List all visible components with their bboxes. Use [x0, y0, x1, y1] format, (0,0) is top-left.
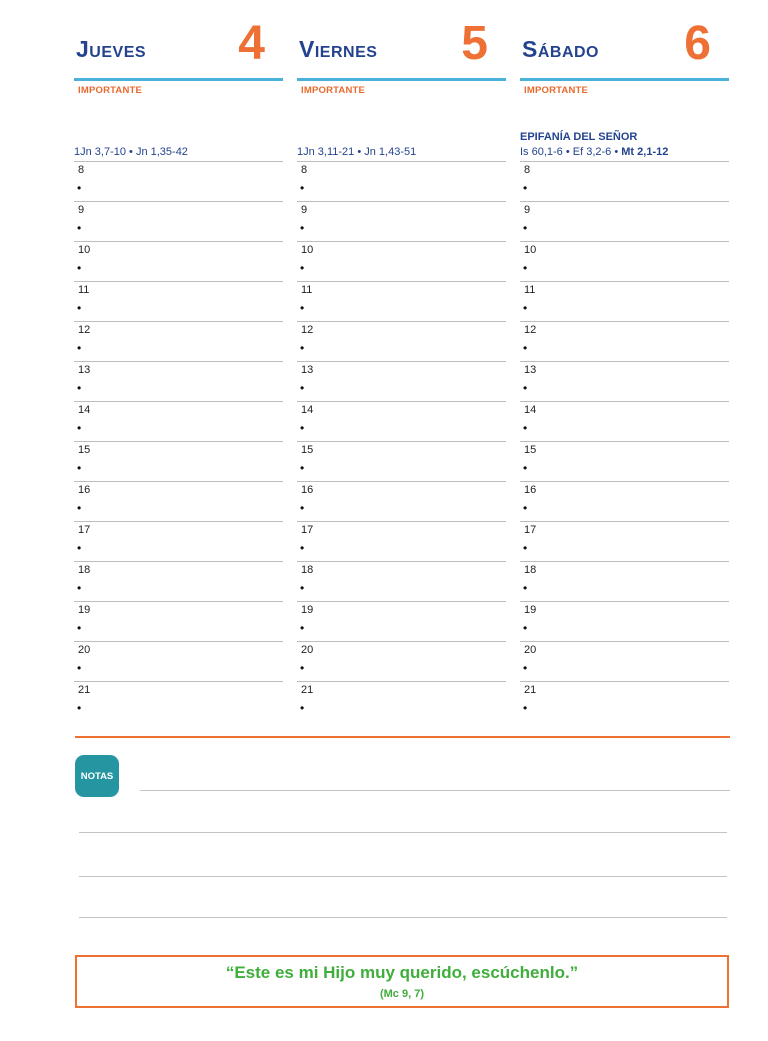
bullet-icon: •	[523, 221, 528, 235]
bullet-icon: •	[300, 181, 305, 195]
bullet-icon: •	[77, 541, 82, 555]
hour-slot[interactable]	[74, 521, 283, 561]
hour-label: 12	[78, 324, 91, 336]
bullet-icon: •	[523, 541, 528, 555]
hour-slot[interactable]	[520, 601, 729, 641]
bullet-icon: •	[300, 501, 305, 515]
hour-label: 10	[524, 244, 537, 256]
day-number: 6	[684, 17, 711, 70]
hour-label: 16	[301, 484, 314, 496]
hour-slot[interactable]	[520, 361, 729, 401]
hour-label: 17	[524, 524, 537, 536]
hour-slot[interactable]	[297, 201, 506, 241]
hour-label: 13	[301, 364, 314, 376]
bible-quote-box	[75, 955, 729, 1008]
bullet-icon: •	[300, 421, 305, 435]
hour-label: 9	[301, 204, 308, 216]
bullet-icon: •	[300, 301, 305, 315]
hour-slot[interactable]	[520, 641, 729, 681]
hour-slot[interactable]	[520, 241, 729, 281]
note-line[interactable]	[79, 917, 727, 918]
hour-slot[interactable]	[74, 561, 283, 601]
bullet-icon: •	[300, 701, 305, 715]
bullet-icon: •	[300, 221, 305, 235]
hour-slot[interactable]	[520, 481, 729, 521]
note-line[interactable]	[79, 832, 727, 833]
hour-slot[interactable]	[297, 321, 506, 361]
hour-slot[interactable]	[520, 561, 729, 601]
hour-label: 10	[78, 244, 91, 256]
hour-slot[interactable]	[297, 561, 506, 601]
hour-slot[interactable]	[74, 161, 283, 201]
hour-slot[interactable]	[520, 281, 729, 321]
section-divider	[75, 736, 730, 738]
hour-slot[interactable]	[297, 441, 506, 481]
hour-slot[interactable]	[297, 481, 506, 521]
hour-list	[74, 161, 283, 721]
hour-slot[interactable]	[520, 201, 729, 241]
bullet-icon: •	[523, 621, 528, 635]
hour-label: 14	[78, 404, 91, 416]
day-column-friday	[297, 0, 506, 715]
hour-slot[interactable]	[297, 401, 506, 441]
hour-slot[interactable]	[74, 321, 283, 361]
bullet-icon: •	[523, 261, 528, 275]
hour-slot[interactable]	[520, 401, 729, 441]
hour-slot[interactable]	[74, 361, 283, 401]
bullet-icon: •	[300, 541, 305, 555]
day-header	[520, 0, 729, 81]
hour-label: 16	[524, 484, 537, 496]
hour-label: 11	[301, 284, 313, 296]
hour-slot[interactable]	[520, 321, 729, 361]
bullet-icon: •	[77, 621, 82, 635]
hour-slot[interactable]	[297, 641, 506, 681]
bullet-icon: •	[300, 661, 305, 675]
hour-slot[interactable]	[74, 281, 283, 321]
hour-label: 15	[301, 444, 314, 456]
hour-slot[interactable]	[297, 681, 506, 721]
hour-label: 15	[78, 444, 91, 456]
day-number: 4	[238, 17, 265, 70]
hour-label: 14	[301, 404, 314, 416]
hour-label: 12	[301, 324, 314, 336]
hour-label: 11	[78, 284, 90, 296]
hour-label: 9	[78, 204, 85, 216]
bullet-icon: •	[523, 181, 528, 195]
hour-label: 18	[301, 564, 314, 576]
bullet-icon: •	[300, 341, 305, 355]
bullet-icon: •	[77, 501, 82, 515]
bullet-icon: •	[77, 221, 82, 235]
hour-label: 11	[524, 284, 536, 296]
bullet-icon: •	[77, 661, 82, 675]
bullet-icon: •	[523, 661, 528, 675]
hour-label: 8	[78, 164, 85, 176]
important-label: IMPORTANTE	[301, 85, 366, 96]
hour-slot[interactable]	[297, 281, 506, 321]
hour-slot[interactable]	[297, 241, 506, 281]
bullet-icon: •	[523, 701, 528, 715]
hour-label: 21	[78, 684, 91, 696]
hour-slot[interactable]	[297, 361, 506, 401]
hour-slot[interactable]	[74, 681, 283, 721]
hour-label: 20	[524, 644, 537, 656]
hour-slot[interactable]	[520, 681, 729, 721]
hour-label: 8	[301, 164, 308, 176]
bullet-icon: •	[77, 381, 82, 395]
bullet-icon: •	[523, 421, 528, 435]
day-name: Jueves	[76, 36, 147, 62]
hour-label: 18	[524, 564, 537, 576]
hour-label: 17	[301, 524, 314, 536]
readings-text: 1Jn 3,11-21 • Jn 1,43-51	[297, 146, 417, 158]
bullet-icon: •	[523, 461, 528, 475]
quote-reference: (Mc 9, 7)	[379, 988, 424, 1000]
day-name: Sábado	[522, 36, 600, 62]
hour-label: 20	[78, 644, 91, 656]
day-header	[74, 0, 283, 81]
hour-label: 21	[301, 684, 314, 696]
bullet-icon: •	[523, 341, 528, 355]
hour-label: 13	[524, 364, 537, 376]
hour-list	[520, 161, 729, 721]
important-label: IMPORTANTE	[524, 85, 589, 96]
hour-label: 9	[524, 204, 531, 216]
readings-gospel: Mt 2,1-12	[621, 146, 669, 158]
hour-label: 16	[78, 484, 91, 496]
hour-label: 17	[78, 524, 91, 536]
hour-list	[297, 161, 506, 721]
bullet-icon: •	[523, 501, 528, 515]
hour-slot[interactable]	[297, 161, 506, 201]
bullet-icon: •	[77, 581, 82, 595]
day-column-thursday	[74, 0, 283, 715]
day-column-saturday	[520, 0, 729, 715]
hour-slot[interactable]	[520, 441, 729, 481]
note-line[interactable]	[79, 876, 727, 877]
feast-title: EPIFANÍA DEL SEÑOR	[520, 131, 638, 143]
readings-text: 1Jn 3,7-10 • Jn 1,35-42	[74, 146, 188, 158]
hour-slot[interactable]	[74, 241, 283, 281]
hour-label: 21	[524, 684, 537, 696]
note-line[interactable]	[140, 790, 730, 791]
bullet-icon: •	[300, 381, 305, 395]
day-header	[297, 0, 506, 81]
day-name: Viernes	[299, 36, 378, 62]
bullet-icon: •	[77, 261, 82, 275]
bullet-icon: •	[300, 621, 305, 635]
day-number: 5	[461, 17, 488, 70]
daily-readings	[297, 146, 416, 158]
hour-label: 20	[301, 644, 314, 656]
bullet-icon: •	[523, 581, 528, 595]
hour-label: 19	[78, 604, 91, 616]
hour-label: 13	[78, 364, 91, 376]
bullet-icon: •	[77, 181, 82, 195]
hour-label: 19	[301, 604, 314, 616]
daily-readings	[74, 146, 188, 158]
daily-readings	[520, 146, 668, 158]
bullet-icon: •	[523, 301, 528, 315]
bullet-icon: •	[77, 341, 82, 355]
hour-slot[interactable]	[74, 601, 283, 641]
hour-slot[interactable]	[520, 161, 729, 201]
hour-slot[interactable]	[74, 441, 283, 481]
important-label: IMPORTANTE	[78, 85, 143, 96]
hour-label: 8	[524, 164, 531, 176]
notes-badge: NOTAS	[75, 755, 119, 797]
bullet-icon: •	[300, 581, 305, 595]
bullet-icon: •	[523, 381, 528, 395]
hour-label: 19	[524, 604, 537, 616]
readings-text: Is 60,1-6 • Ef 3,2-6 •	[520, 146, 622, 158]
bullet-icon: •	[77, 301, 82, 315]
hour-slot[interactable]	[74, 481, 283, 521]
hour-label: 15	[524, 444, 537, 456]
bullet-icon: •	[77, 461, 82, 475]
hour-label: 10	[301, 244, 314, 256]
hour-slot[interactable]	[74, 401, 283, 441]
hour-label: 18	[78, 564, 91, 576]
quote-text: “Este es mi Hijo muy querido, escúchenlo.”	[225, 963, 579, 982]
hour-label: 14	[524, 404, 537, 416]
bullet-icon: •	[77, 701, 82, 715]
bullet-icon: •	[300, 461, 305, 475]
hour-slot[interactable]	[74, 201, 283, 241]
hour-slot[interactable]	[297, 521, 506, 561]
bullet-icon: •	[77, 421, 82, 435]
bullet-icon: •	[300, 261, 305, 275]
hour-label: 12	[524, 324, 537, 336]
hour-slot[interactable]	[74, 641, 283, 681]
hour-slot[interactable]	[297, 601, 506, 641]
hour-slot[interactable]	[520, 521, 729, 561]
